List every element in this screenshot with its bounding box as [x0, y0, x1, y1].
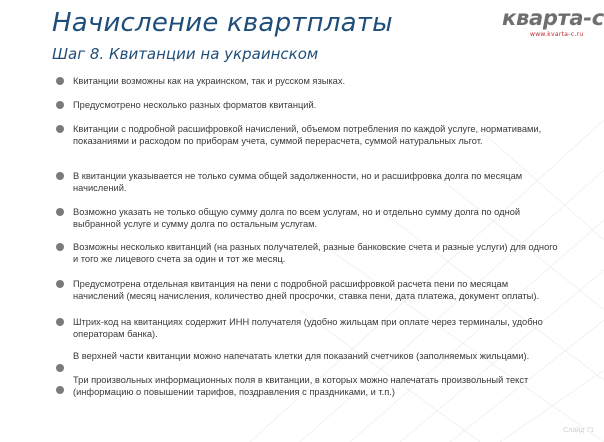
slide-number: Слайд 71 [563, 427, 594, 434]
bullet-text: Возможно указать не только общую сумму долга по всем услугам, но и отдельно сумму долга по одной выбранной услуге и сумму долга по остальным услугам. [73, 207, 521, 229]
logo-wordmark: кварта-с [502, 6, 604, 30]
bullet-marker [56, 101, 64, 109]
bullet-text: Квитанции возможны как на украинском, так и русском языках. [73, 76, 346, 86]
slide-title: Начисление квартплаты [52, 8, 393, 38]
bullet-text: Штрих-код на квитанциях содержит ИНН получателя (удобно жильцам при оплате через терминалы, удобно операторам банка). [73, 317, 543, 339]
bullet-marker [56, 243, 64, 251]
bullet-text: Три произвольных информационных поля в квитанции, в которых можно напечатать произвольный текст (информацию о повышении тарифов, поздравления с праздниками, и т.п.) [73, 375, 529, 397]
bullet-marker [56, 172, 64, 180]
company-logo [500, 6, 604, 40]
logo-url: www.kvarta-c.ru [530, 31, 584, 38]
bullet-marker [56, 208, 64, 216]
bullet-text: В квитанции указывается не только сумма общей задолженности, но и расшифровка долга по месяцам начислений. [73, 171, 523, 193]
bullet-marker [56, 125, 64, 133]
bullet-text: В верхней части квитанции можно напечатать клетки для показаний счетчиков (заполняемых жильцами). [73, 351, 530, 361]
slide-subtitle: Шаг 8. Квитанции на украинском [52, 45, 319, 63]
bullet-marker [56, 386, 64, 394]
bullet-text: Предусмотрено несколько разных форматов квитанций. [73, 100, 317, 110]
bullet-text: Квитанции с подробной расшифровкой начислений, объемом потребления по каждой услуге, нормативами, показаниями и расходом по приборам учета, суммой перерасчета, суммой натуральных льгот. [73, 124, 542, 146]
bullet-text: Предусмотрена отдельная квитанция на пени с подробной расшифровкой расчета пени по месяцам начислений (месяц начисления, количество дней просрочки, ставка пени, дата платежа, документ оплаты). [73, 279, 540, 301]
bullet-marker [56, 77, 64, 85]
bullet-text: Возможны несколько квитанций (на разных получателей, разные банковские счета и разные услуги) для одного и того же лицевого счета за один и тот же месяц. [73, 242, 558, 264]
bullet-marker [56, 280, 64, 288]
bullet-marker [56, 364, 64, 372]
bullet-marker [56, 318, 64, 326]
